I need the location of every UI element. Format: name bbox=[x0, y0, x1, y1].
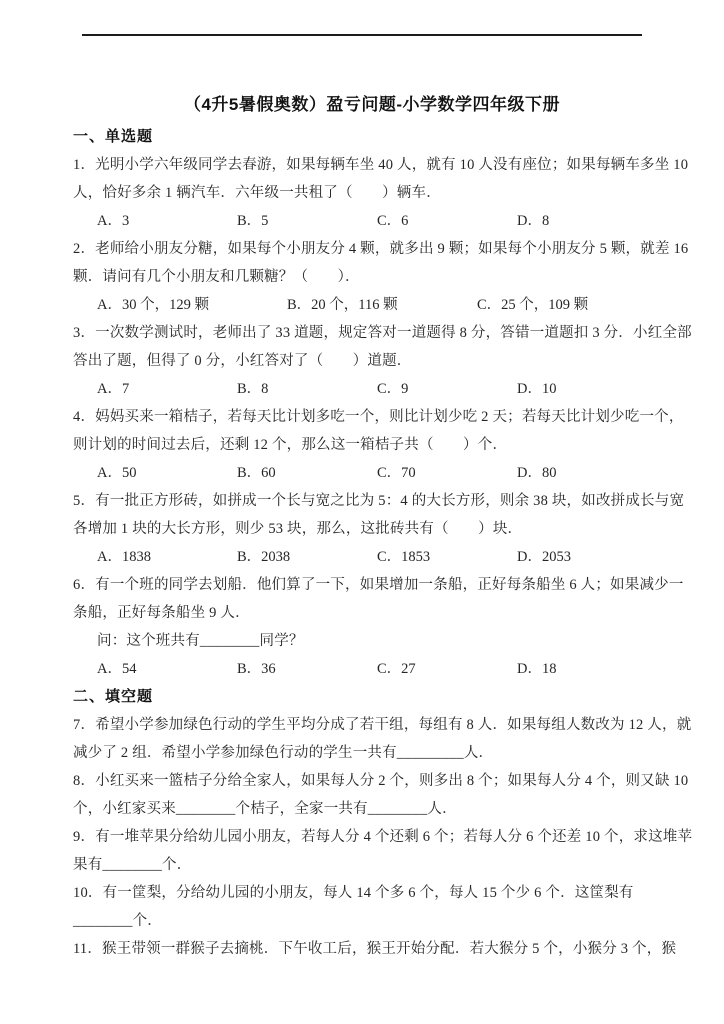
question-4-line-2: 则计划的时间过去后，还剩 12 个，那么这一箱桔子共（ ）个． bbox=[73, 437, 508, 453]
question-4 bbox=[73, 403, 684, 487]
question-11-line-1: 11．猴王带领一群猴子去摘桃．下午收工后，猴王开始分配．若大猴分 5 个，小猴分 3 个，猴 bbox=[73, 941, 677, 957]
question-3 bbox=[73, 319, 692, 403]
question-10-line-1: 10．有一筐梨，分给幼儿园的小朋友，每人 14 个多 6 个，每人 15 个少 6 个．这筐梨有 bbox=[73, 885, 634, 901]
question-4-option-b: B．60 bbox=[237, 465, 276, 481]
question-3-option-a: A．7 bbox=[97, 381, 130, 397]
question-2-line-1: 2．老师给小朋友分糖，如果每个小朋友分 4 颗，就多出 9 颗；如果每个小朋友分 5 颗，就差 16 bbox=[73, 241, 689, 257]
header-divider-line bbox=[82, 34, 642, 36]
question-4-option-d: D．80 bbox=[517, 465, 557, 481]
question-8 bbox=[73, 767, 689, 823]
question-7-line-2: 减少了 2 组．希望小学参加绿色行动的学生一共有_________人． bbox=[73, 745, 494, 761]
question-4-option-c: C．70 bbox=[377, 465, 416, 481]
question-4-options bbox=[73, 459, 657, 487]
question-6-option-c: C．27 bbox=[377, 661, 416, 677]
question-2-option-b: B．20 个，116 颗 bbox=[287, 297, 398, 313]
question-6-line-2: 条船，正好每条船坐 9 人． bbox=[73, 605, 250, 621]
question-3-options bbox=[73, 375, 657, 403]
question-2 bbox=[73, 235, 689, 319]
question-1-line-2: 人，恰好多余 1 辆汽车．六年级一共租了（ ）辆车． bbox=[73, 185, 441, 201]
question-3-option-d: D．10 bbox=[517, 381, 557, 397]
question-10-line-2: ________个． bbox=[73, 913, 162, 929]
question-4-option-a: A．50 bbox=[97, 465, 137, 481]
question-5-option-d: D．2053 bbox=[517, 549, 571, 565]
question-6-options bbox=[73, 655, 657, 683]
question-5 bbox=[73, 487, 685, 571]
question-8-line-2: 个，小红家买来________个桔子，全家一共有________人． bbox=[73, 801, 457, 817]
question-9 bbox=[73, 823, 693, 879]
question-1-options bbox=[73, 207, 657, 235]
question-8-line-1: 8．小红买来一篮桔子分给全家人，如果每人分 2 个，则多出 8 个；如果每人分 4 个，则又缺 10 bbox=[73, 773, 689, 789]
question-2-option-a: A．30 个，129 颗 bbox=[97, 297, 209, 313]
question-3-line-2: 答出了题，但得了 0 分，小红答对了（ ）道题． bbox=[73, 353, 412, 369]
question-10 bbox=[73, 879, 657, 935]
question-1-option-a: A．3 bbox=[97, 213, 130, 229]
question-7-line-1: 7．希望小学参加绿色行动的学生平均分成了若干组，每组有 8 人．如果每组人数改为 12 人，就 bbox=[73, 717, 692, 733]
question-6-option-b: B．36 bbox=[237, 661, 276, 677]
question-3-option-b: B．8 bbox=[237, 381, 269, 397]
question-1-line-1: 1．光明小学六年级同学去春游，如果每辆车坐 40 人，就有 10 人没有座位；如果每辆车多坐 10 bbox=[73, 157, 689, 173]
question-6-line-1: 6．有一个班的同学去划船．他们算了一下，如果增加一条船，正好每条船坐 6 人；如果减少一 bbox=[73, 577, 684, 593]
page-title: （4升5暑假奥数）盈亏问题-小学数学四年级下册 bbox=[183, 95, 561, 114]
question-4-line-1: 4．妈妈买来一箱桔子，若每天比计划多吃一个，则比计划少吃 2 天；若每天比计划少吃一个， bbox=[73, 409, 684, 425]
question-9-line-2: 果有________个． bbox=[73, 857, 192, 873]
section-heading-fill-in-blank: 二、填空题 bbox=[73, 688, 154, 705]
question-1-option-c: C．6 bbox=[377, 213, 409, 229]
question-3-line-1: 3．一次数学测试时，老师出了 33 道题，规定答对一道题得 8 分，答错一道题扣 3 分．小红全部 bbox=[73, 325, 692, 341]
question-5-options bbox=[73, 543, 657, 571]
question-5-line-2: 各增加 1 块的大长方形，则少 53 块，那么，这批砖共有（ ）块． bbox=[73, 521, 523, 537]
question-5-line-1: 5．有一批正方形砖，如拼成一个长与宽之比为 5：4 的大长方形，则余 38 块，如改拼成长与宽 bbox=[73, 493, 685, 509]
question-2-options bbox=[73, 291, 657, 319]
question-2-line-2: 颗．请问有几个小朋友和几颗糖？（ ）． bbox=[73, 269, 360, 285]
question-1-option-d: D．8 bbox=[517, 213, 550, 229]
question-6-option-a: A．54 bbox=[97, 661, 137, 677]
question-6 bbox=[73, 571, 684, 683]
question-3-option-c: C．9 bbox=[377, 381, 409, 397]
question-6-option-d: D．18 bbox=[517, 661, 557, 677]
question-5-option-c: C．1853 bbox=[377, 549, 431, 565]
question-1 bbox=[73, 151, 689, 235]
document-content bbox=[73, 93, 693, 963]
question-5-option-a: A．1838 bbox=[97, 549, 151, 565]
question-11 bbox=[73, 935, 677, 963]
question-5-option-b: B．2038 bbox=[237, 549, 291, 565]
question-1-option-b: B．5 bbox=[237, 213, 269, 229]
question-6-prompt: 问：这个班共有________同学？ bbox=[97, 633, 304, 649]
question-7 bbox=[73, 711, 692, 767]
question-9-line-1: 9．有一堆苹果分给幼儿园小朋友，若每人分 4 个还剩 6 个；若每人分 6 个还差 10 个，求这堆苹 bbox=[73, 829, 693, 845]
question-2-option-c: C．25 个，109 颗 bbox=[477, 297, 589, 313]
section-heading-single-choice: 一、单选题 bbox=[73, 128, 154, 145]
